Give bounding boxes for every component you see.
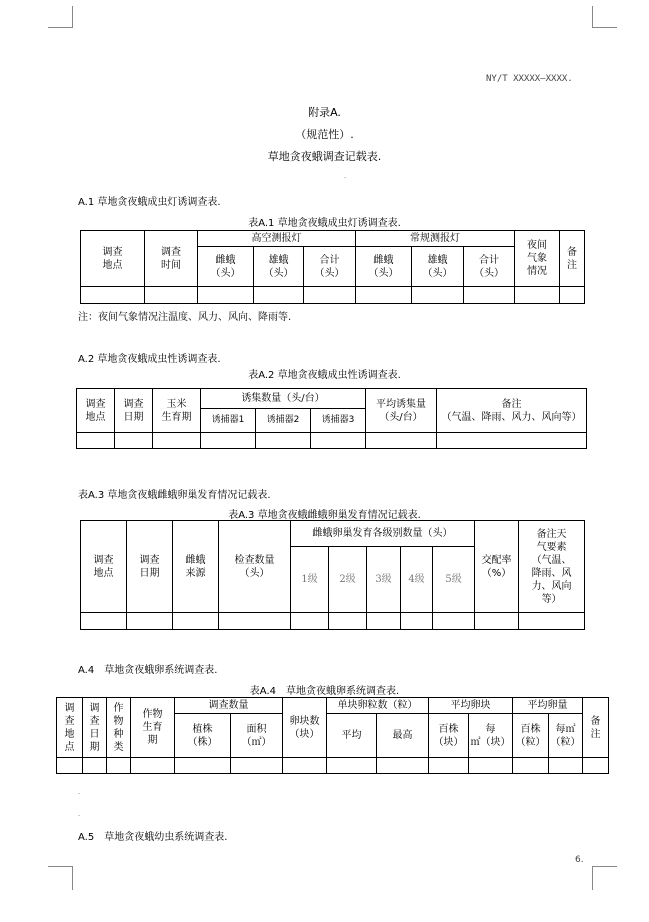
- table-cell: [81, 287, 145, 304]
- header-female: 雌蛾 （头）: [198, 247, 254, 287]
- table-a2-title: 表A.2 草地贪夜蛾成虫性诱调查表.: [248, 370, 401, 381]
- table-cell: [175, 758, 231, 774]
- crop-mark: [592, 6, 593, 28]
- table-a1-note: 注：夜间气象情况注温度、风力、风向、降雨等.: [78, 312, 292, 323]
- header-area: 面积 （㎡）: [231, 714, 283, 758]
- header-level-5: 5级: [433, 547, 475, 613]
- table-cell: [219, 613, 291, 630]
- header-avg-egg-mass: 平均卵块: [429, 698, 513, 714]
- header-trap-count: 诱集数量（头/台）: [201, 389, 366, 409]
- table-cell: [115, 433, 153, 449]
- table-cell: [513, 758, 549, 774]
- header-remark: 备注天 气要素 （气温、 降雨、风 力、风向 等）: [519, 521, 585, 613]
- crop-mark: [592, 866, 593, 890]
- header-level-2: 2级: [329, 547, 367, 613]
- header-high-lamp: 高空测报灯: [198, 231, 356, 247]
- table-cell: [356, 287, 412, 304]
- table-cell: [311, 433, 366, 449]
- table-cell: [83, 758, 107, 774]
- table-cell: [519, 613, 585, 630]
- table-cell: [173, 613, 219, 630]
- table-a4: [56, 697, 609, 774]
- header-female-source: 雌蛾 来源: [173, 521, 219, 613]
- table-cell: [127, 613, 173, 630]
- header-male: 雄蛾 （头）: [254, 247, 304, 287]
- header-per-m2-mass: 每 ㎡（块）: [469, 714, 513, 758]
- header-place: 调查 地点: [81, 521, 127, 613]
- table-cell: [231, 758, 283, 774]
- header-time: 调查 时间: [145, 231, 198, 287]
- header-eggs-per-mass: 单块卵粒数（粒）: [327, 698, 429, 714]
- header-avg: 平均: [327, 714, 377, 758]
- crop-mark: [48, 866, 73, 867]
- header-date: 调查 日期: [115, 389, 153, 433]
- header-trap1: 诱捕器1: [201, 409, 256, 433]
- table-a3-title: 表A.3 草地贪夜蛾雌蛾卵巢发育情况记载表.: [228, 510, 421, 521]
- section-a1-heading: A.1 草地贪夜蛾成虫灯诱调查表.: [78, 197, 221, 208]
- table-cell: [560, 287, 585, 304]
- table-a4-title: 表A.4 草地贪夜蛾卵系统调查表.: [249, 686, 400, 697]
- header-plants: 植株 （株）: [175, 714, 231, 758]
- table-cell: [131, 758, 175, 774]
- header-male: 雄蛾 （头）: [412, 247, 464, 287]
- table-cell: [367, 613, 401, 630]
- crop-mark: [48, 27, 73, 28]
- header-normal-lamp: 常规测报灯: [356, 231, 515, 247]
- appendix-normative: （规范性）.: [295, 128, 354, 141]
- header-ovary-levels: 雌蛾卵巢发育各级别数量（头）: [291, 521, 475, 547]
- table-cell: [304, 287, 356, 304]
- header-remark: 备 注: [560, 231, 585, 287]
- paragraph-mark: .: [344, 172, 347, 180]
- table-cell: [198, 287, 254, 304]
- header-per-m2-eggs: 每㎡ （粒）: [549, 714, 583, 758]
- section-a2-heading: A.2 草地贪夜蛾成虫性诱调查表.: [78, 354, 221, 365]
- header-per100-mass: 百株 （块）: [429, 714, 469, 758]
- table-cell: [366, 433, 437, 449]
- table-a1-title: 表A.1 草地贪夜蛾成虫灯诱调查表.: [248, 218, 401, 229]
- table-cell: [515, 287, 560, 304]
- table-cell: [256, 433, 311, 449]
- header-mating-rate: 交配率 （%）: [475, 521, 519, 613]
- header-crop: 作 物 种 类: [107, 698, 131, 758]
- table-cell: [107, 758, 131, 774]
- header-place: 调查 地点: [81, 231, 145, 287]
- header-per100-eggs: 百株 （粒）: [513, 714, 549, 758]
- header-egg-mass: 卵块数 （块）: [283, 698, 327, 758]
- table-row: [81, 613, 585, 630]
- table-cell: [433, 613, 475, 630]
- header-place: 调 查 地 点: [57, 698, 83, 758]
- header-survey-count: 调查数量: [175, 698, 283, 714]
- table-cell: [77, 433, 115, 449]
- table-cell: [437, 433, 587, 449]
- section-a3-heading: 表A.3 草地贪夜蛾雌蛾卵巢发育情况记载表.: [78, 490, 271, 501]
- table-cell: [475, 613, 519, 630]
- table-row: [81, 287, 585, 304]
- header-trap3: 诱捕器3: [311, 409, 366, 433]
- table-cell: [429, 758, 469, 774]
- header-total: 合计 （头）: [464, 247, 515, 287]
- table-row: [77, 433, 587, 449]
- appendix-title: 附录A.: [308, 106, 341, 119]
- section-a4-heading: A.4 草地贪夜蛾卵系统调查表.: [78, 665, 218, 676]
- table-cell: [401, 613, 433, 630]
- header-female: 雌蛾 （头）: [356, 247, 412, 287]
- header-remark: 备注 （气温、降雨、风力、风向等）: [437, 389, 587, 433]
- table-cell: [283, 758, 327, 774]
- table-cell: [145, 287, 198, 304]
- table-cell: [469, 758, 513, 774]
- table-cell: [81, 613, 127, 630]
- header-date: 调 查 日 期: [83, 698, 107, 758]
- header-level-1: 1级: [291, 547, 329, 613]
- header-total: 合计 （头）: [304, 247, 356, 287]
- table-cell: [549, 758, 583, 774]
- section-a5-heading: A.5 草地贪夜蛾幼虫系统调查表.: [78, 832, 228, 843]
- table-cell: [201, 433, 256, 449]
- header-trap2: 诱捕器2: [256, 409, 311, 433]
- table-cell: [57, 758, 83, 774]
- header-level-4: 4级: [401, 547, 433, 613]
- header-max: 最高: [377, 714, 429, 758]
- table-cell: [329, 613, 367, 630]
- table-a1: [80, 230, 585, 304]
- paragraph-mark: .: [78, 810, 81, 818]
- header-night-weather: 夜间 气象 情况: [515, 231, 560, 287]
- header-level-3: 3级: [367, 547, 401, 613]
- appendix-main-title: 草地贪夜蛾调查记载表.: [267, 150, 382, 163]
- table-a2: [76, 388, 587, 449]
- header-corn-stage: 玉米 生育期: [153, 389, 201, 433]
- crop-mark: [592, 866, 617, 867]
- table-cell: [464, 287, 515, 304]
- crop-mark: [72, 6, 73, 28]
- table-cell: [153, 433, 201, 449]
- table-cell: [254, 287, 304, 304]
- doc-code: NY/T XXXXX—XXXX.: [486, 74, 573, 84]
- header-avg-eggs: 平均卵量: [513, 698, 583, 714]
- header-remark: 备 注: [583, 698, 609, 758]
- page-number: 6.: [575, 855, 584, 865]
- table-cell: [412, 287, 464, 304]
- table-cell: [583, 758, 609, 774]
- header-date: 调查 日期: [127, 521, 173, 613]
- table-cell: [291, 613, 329, 630]
- table-cell: [377, 758, 429, 774]
- crop-mark: [72, 866, 73, 890]
- crop-mark: [592, 27, 617, 28]
- header-avg-trap: 平均诱集量 （头/台）: [366, 389, 437, 433]
- table-a3: [80, 520, 585, 630]
- table-cell: [327, 758, 377, 774]
- header-place: 调查 地点: [77, 389, 115, 433]
- header-check-count: 检查数量 （头）: [219, 521, 291, 613]
- header-crop-stage: 作物 生育 期: [131, 698, 175, 758]
- table-row: [57, 758, 609, 774]
- paragraph-mark: .: [78, 788, 81, 796]
